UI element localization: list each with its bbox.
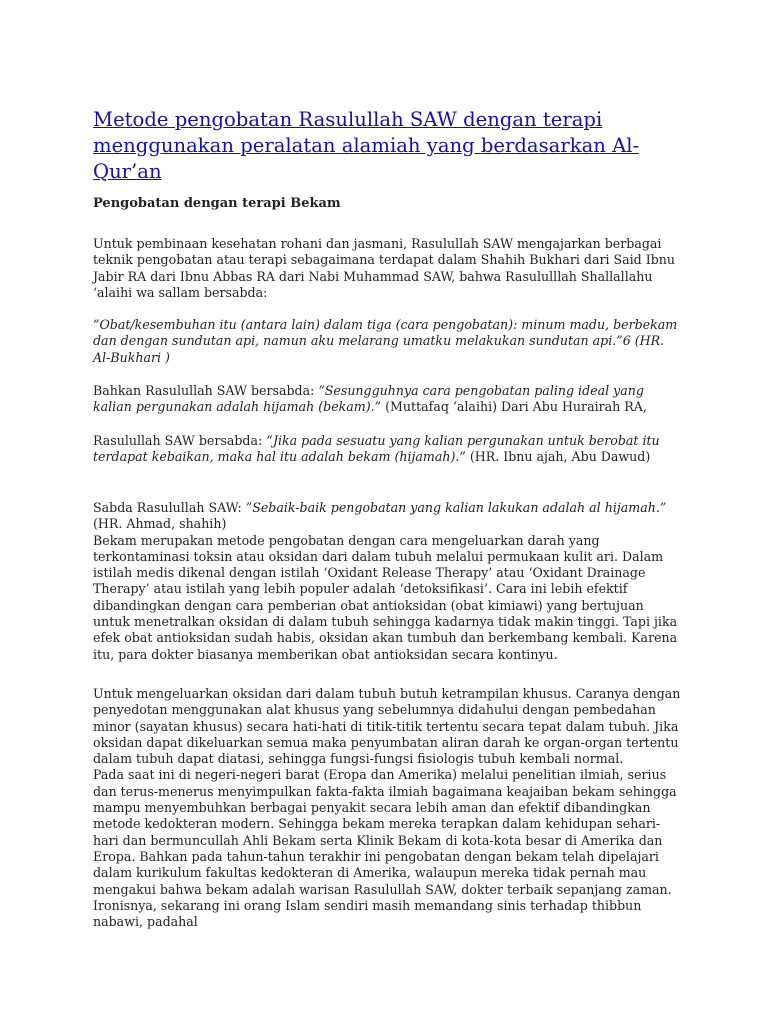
- paragraph-hadith-2: [93, 383, 681, 416]
- paragraph-hadith-1: [93, 317, 681, 366]
- paragraph-bekam-definition: Bekam merupakan metode pengobatan dengan cara mengeluarkan darah yang terkontaminasi toksin atau oksidan dari dalam tubuh melalui permukaan kulit ari. Dalam istilah medis dikenal dengan istilah ‘Oxidant Release Therapy’ atau ‘Oxidant Drainage Therapy’ atau istilah yang lebih populer adalah ‘detoksifikasi’. Cara ini lebih efektif dibandingkan dengan cara pemberian obat antioksidan (obat kimiawi) yang bertujuan untuk menetralkan oksidan di dalam tubuh sehingga kadarnya tidak makin tinggi. Tapi jika efek obat antioksidan sudah habis, oksidan akan tumbuh dan berkembang kembali. Karena itu, para dokter biasanya memberikan obat antioksidan secara kontinyu.: [93, 532, 678, 662]
- hadith-intro: Bahkan Rasulullah SAW bersabda:: [93, 383, 319, 398]
- paragraph-western-research: Pada saat ini di negeri-negeri barat (Eropa dan Amerika) melalui penelitian ilmiah, serius dan terus-menerus menyimpulkan fakta-fakta ilmiah bagaimana keajaiban bekam sehingga mampu menyembuhkan berbagai penyakit secara lebih aman dan efektif dibandingkan metode kedokteran modern. Sehingga bekam mereka terapkan dalam kehidupan sehari-hari dan bermuncullah Ahli Bekam serta Klinik Bekam di kota-kota besar di Amerika dan Eropa. Bahkan pada tahun-tahun terakhir ini pengobatan dengan bekam telah dipelajari dalam kurikulum fakultas kedokteran di Amerika, walaupun mereka tidak pernah mau mengakui bahwa bekam adalah warisan Rasulullah SAW, dokter terbaik sepanjang zaman. Ironisnya, sekarang ini orang Islam sendiri masih memandang sinis terhadap thibbun nabawi, padahal: [93, 767, 677, 930]
- section-subheading: Pengobatan dengan terapi Bekam: [93, 196, 341, 211]
- hadith-quote: “Jika pada sesuatu yang kalian pergunakan untuk berobat itu terdapat kebaikan, maka hal itu adalah bekam (hijamah).”: [93, 433, 660, 465]
- hadith-intro: Sabda Rasulullah SAW:: [93, 500, 246, 515]
- hadith-intro: Rasulullah SAW bersabda:: [93, 433, 267, 448]
- paragraph-hadith-4: [93, 500, 681, 663]
- hadith-source: (Muttafaq ‘alaihi) Dari Abu Hurairah RA,: [381, 399, 647, 415]
- paragraph-procedure: Untuk mengeluarkan oksidan dari dalam tubuh butuh ketrampilan khusus. Caranya dengan penyedotan menggunakan alat khusus yang sebelumnya didahului dengan pembedahan minor (sayatan khusus) secara hati-hati di titik-titik tertentu secara tepat dalam tubuh. Jika oksidan dapat dikeluarkan semua maka penyumbatan aliran darah ke organ-organ tertentu dalam tubuh dapat diatasi, sehingga fungsi-fungsi fisiologis tubuh kembali normal. Pada saat ini di negeri-negeri barat (Eropa dan Amerika) melalui penelitian ilmiah, serius dan terus-menerus menyimpulkan fakta-fakta ilmiah bagaimana keajaiban bekam sehingga mampu menyembuhkan berbagai penyakit secara lebih aman dan efektif dibandingkan metode kedokteran modern. Sehingga bekam mereka terapkan dalam kehidupan sehari-hari dan bermuncullah Ahli Bekam serta Klinik Bekam di kota-kota besar di Amerika dan Eropa. Bahkan pada tahun-tahun terakhir ini pengobatan dengan bekam telah dipelajari dalam kurikulum fakultas kedokteran di Amerika, walaupun mereka tidak pernah mau mengakui bahwa bekam adalah warisan Rasulullah SAW, dokter terbaik sepanjang zaman. Ironisnya, sekarang ini orang Islam sendiri masih memandang sinis terhadap thibbun nabawi, padahal: [93, 686, 681, 930]
- hadith-quote: “Obat/kesembuhan itu (antara lain) dalam tiga (cara pengobatan): minum madu, berbekam dan dengan sundutan api, namun aku melarang umatku melakukan sundutan api.”6 (HR. Al-Bukhari ): [93, 317, 678, 365]
- article-title[interactable]: Metode pengobatan Rasulullah SAW dengan terapi menggunakan peralatan alamiah yang berdasarkan Al-Qur’an: [93, 108, 640, 183]
- hadith-source: (HR. Ahmad, shahih): [93, 516, 227, 532]
- paragraph-intro: Untuk pembinaan kesehatan rohani dan jasmani, Rasulullah SAW mengajarkan berbagai teknik pengobatan atau terapi sebagaimana terdapat dalam Shahih Bukhari dari Said Ibnu Jabir RA dari Ibnu Abbas RA dari Nabi Muhammad SAW, bahwa Rasululllah Shallallahu ‘alaihi wa sallam bersabda:: [93, 236, 675, 300]
- hadith-quote: “Sesungguhnya cara pengobatan paling ideal yang kalian pergunakan adalah hijamah (bekam).”: [93, 383, 644, 415]
- hadith-quote: ”Sebaik-baik pengobatan yang kalian lakukan adalah al hijamah.”: [245, 500, 667, 515]
- article-title-link[interactable]: [93, 107, 663, 185]
- paragraph-hadith-3: [93, 433, 681, 466]
- hadith-source: (HR. Ibnu ajah, Abu Dawud): [465, 449, 651, 465]
